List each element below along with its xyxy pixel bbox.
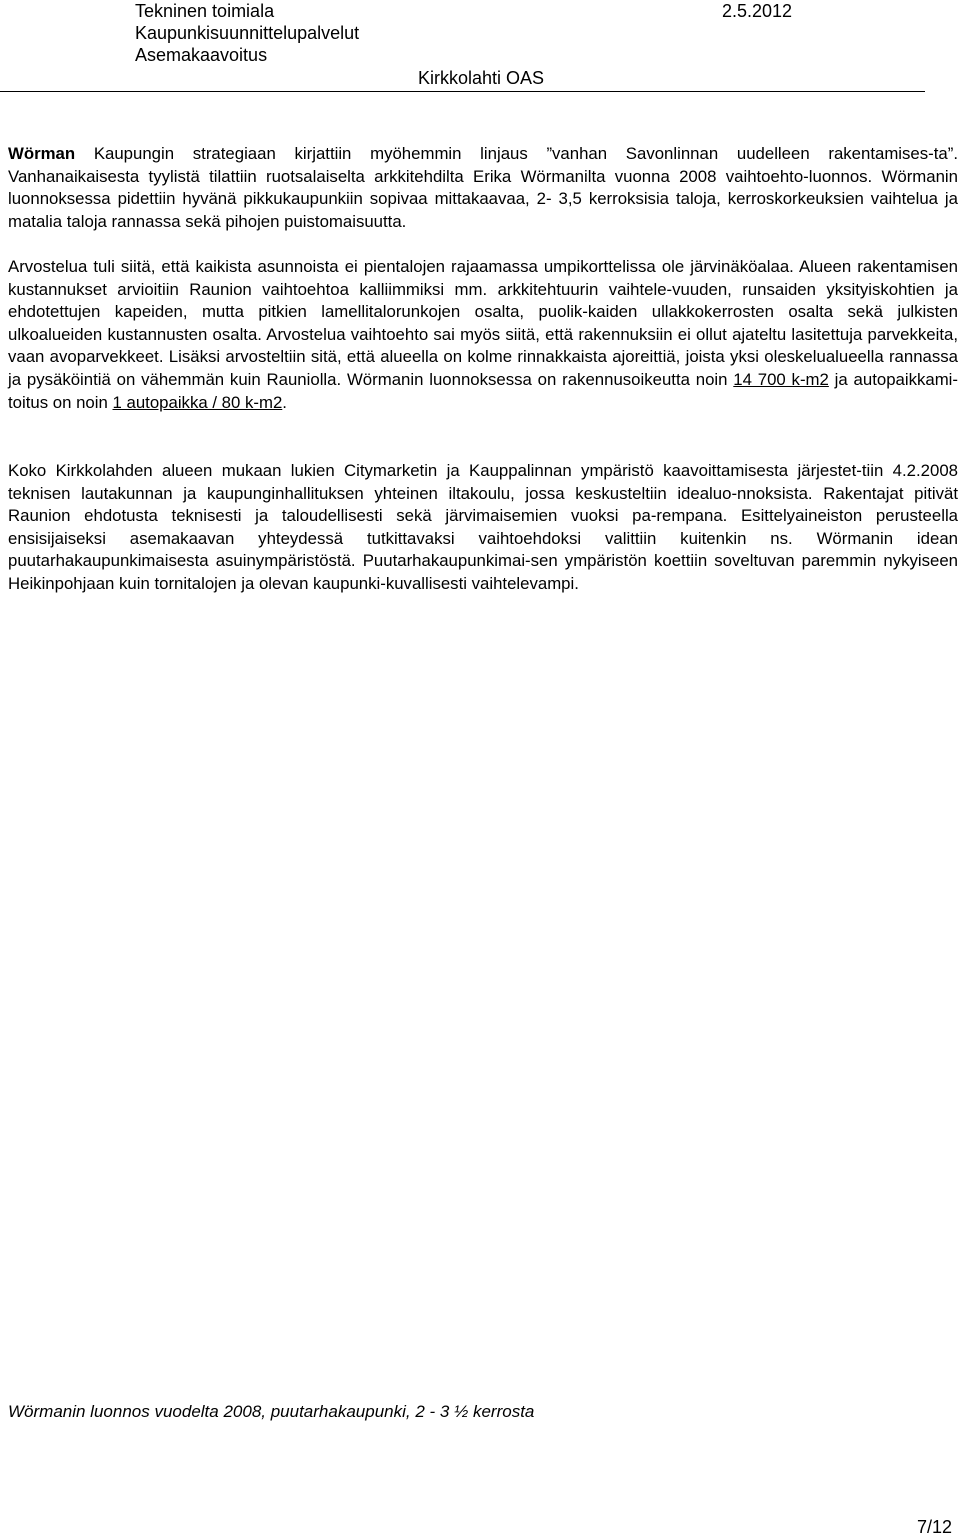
paragraph-worman-strategy <box>8 143 958 233</box>
paragraph-text: Arvostelua tuli siitä, että kaikista asunnoista ei pientalojen rajaamassa umpikorttelissa ole järvinäköalaa. Alueen rakentamisen kustannukset arvioitiin Raunion vaihtoehtoa kalliimmiksi mm. arkkitehtuurin vaihtele-vuuden, runsaiden yksityiskohtien ja ehdotettujen kapeiden, mutta pitkien lamellitalorunkojen osalta, puolik-kaiden ullakkokerrosten osalta sekä julkisten ulkoalueiden kustannusten osalta. Arvostelua vaihtoehto sai myös siitä, että rakennuksiin ei ollut ajateltu lasitettuja parvekkeita, vaan avoparvekkeet. Lisäksi arvosteltiin sitä, että alueella on kolme rinnakkaista ajoreittiä, joista yksi oleskelualueella rannassa ja pysäköintiä on vähemmän kuin Rauniolla. Wörmanin luonnoksessa on rakennusoikeutta noin <box>8 257 958 389</box>
paragraph-kirkkolahti-planning <box>8 460 958 596</box>
header-divider <box>0 91 925 92</box>
page-number: 7/12 <box>917 1517 953 1537</box>
underlined-parking-ratio: 1 autopaikka / 80 k-m2 <box>112 392 283 412</box>
figure-caption: Wörmanin luonnos vuodelta 2008, puutarhakaupunki, 2 - 3 ½ kerrosta <box>8 1402 535 1421</box>
paragraph-criticism <box>8 256 958 414</box>
header-project-title: Kirkkolahti OAS <box>418 68 545 88</box>
header-organization: Tekninen toimiala <box>135 1 275 21</box>
bold-lead-word: Wörman <box>8 144 76 163</box>
header-date: 2.5.2012 <box>722 1 793 21</box>
paragraph-text: Kaupungin strategiaan kirjattiin myöhemmin linjaus ”vanhan Savonlinnan uudelleen rakentamises-ta”. Vanhanaikaisesta tyylistä tilattiin ruotsalaiselta arkkitehdilta Erika Wörmanilta vuonna 2008 vaihtoehto-luonnos. Wörmanin luonnoksessa pidettiin hyvänä pikkukaupunkiin sopivaa mittakaavaa, 2- 3,5 kerroksisia taloja, kerroskorkeuksien vaihtelua ja matalia taloja rannassa sekä pihojen puistomaisuutta. <box>8 144 958 231</box>
paragraph-text: Koko Kirkkolahden alueen mukaan lukien Citymarketin ja Kauppalinnan ympäristö kaavoittamisesta järjestet-tiin 4.2.2008 teknisen lautakunnan ja kaupunginhallituksen yhteinen iltakoulu, jossa keskusteltiin idealuo-nnoksista. Rakentajat pitivät Raunion ehdotusta teknisesti ja taloudellisesti sekä järvimaisemien vuoksi pa-rempana. Esittelyaineiston perusteella ensisijaiseksi asemakaavan yhteydessä tutkittavaksi vaihtoehdoksi valittiin kuitenkin ns. Wörmanin idean puutarhakaupunkimaisesta asuinympäristöstä. Puutarhakaupunkimai-sen ympäristön koettiin soveltuvan paremmin nykyiseen Heikinpohjaan kuin tornitalojen ja olevan kaupunki-kuvallisesti vaihtelevampi. <box>8 461 958 593</box>
paragraph-text: ja autopaikkami-toitus on noin <box>8 369 958 412</box>
header-department: Asemakaavoitus <box>135 45 268 65</box>
underlined-building-rights: 14 700 k-m2 <box>733 369 829 389</box>
paragraph-text: . <box>282 392 287 412</box>
header-unit: Kaupunkisuunnittelupalvelut <box>135 23 360 43</box>
